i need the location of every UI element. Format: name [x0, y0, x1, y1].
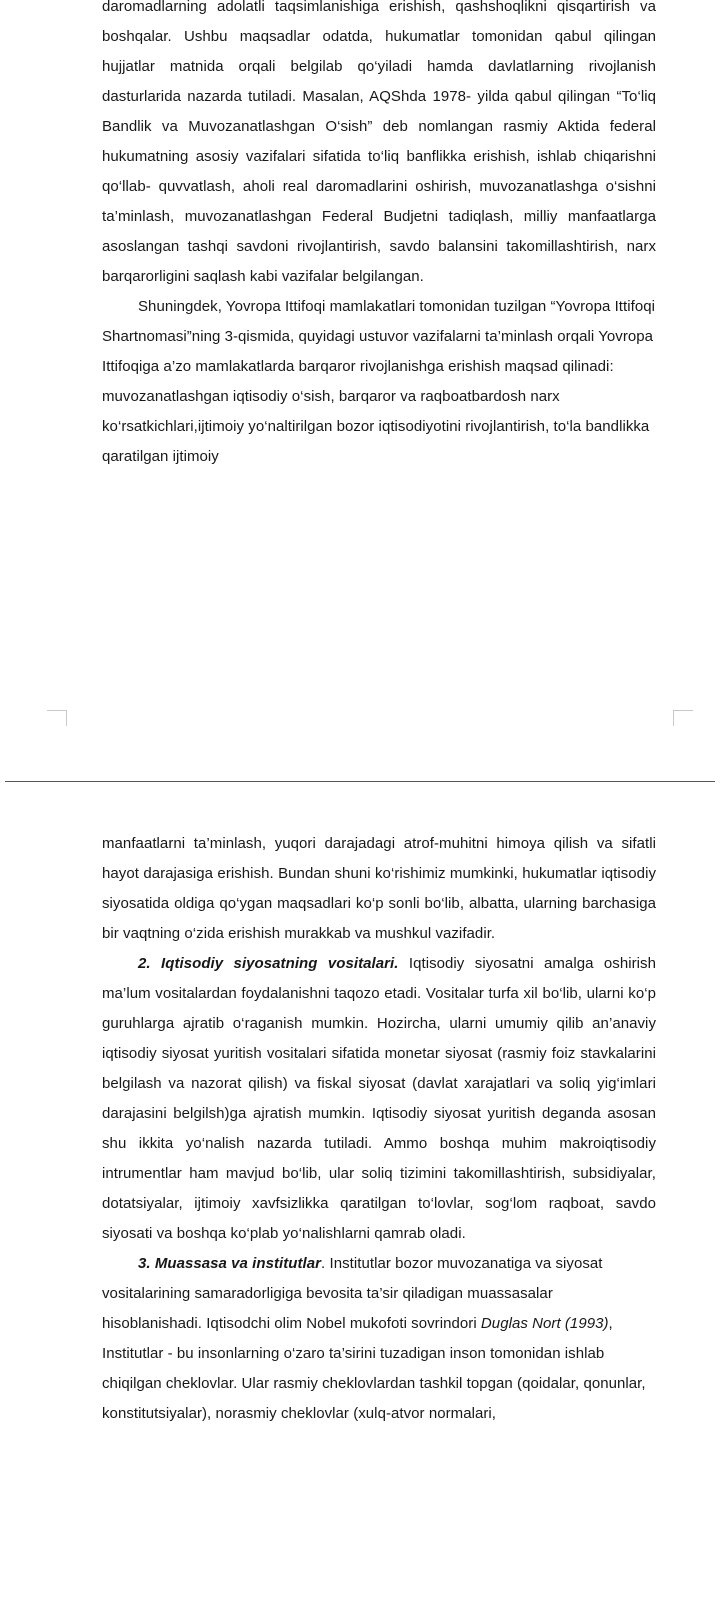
heading-inline-section-3: 3. Muassasa va institutlar — [138, 1255, 322, 1272]
body-text-section-2: Iqtisodiy siyosatni amalga oshirish ma’lum vositalardan foydalanishni taqozo etadi. Vositalar turfa xil bo‘lib, ularni ko‘p guruhlarga ajratib o‘raganish mumkin. Hozircha, ularni umumiy qilib an’anaviy iqtisodiy siyosat yuritish vositalari sifatida monetar siyosat (rasmiy foiz stavkalarini belgilash va nazorat qilish) va fiskal siyosat (davlat xarajatlari va soliq yig‘imlari darajasini belgilsh)ga ajratish mumkin. Iqtisodiy siyosat yuritish deganda asosan shu ikkita yo‘nalish nazarda tutiladi. Ammo boshqa muhim makroiqtisodiy intrumentlar ham mavjud bo‘lib, ular soliq tizimini takomillashtirish, subsidiyalar, dotatsiyalar, ijtimoiy xavfsizlikka qaratilgan to‘lovlar, sog‘lom raqboat, savdo siyosati va boshqa ko‘plab yo‘nalishlarni qamrab oladi. — [102, 955, 656, 1242]
body-text-section-3-part-b: , Institutlar - bu insonlarning o‘zaro ta’sirini tuzadigan inson tomonidan ishlab chiqilgan cheklovlar. Ular rasmiy cheklovlardan tashkil topgan (qoidalar, qonunlar, konstitutsiyalar), norasmiy cheklovlar (xulq-atvor normalari, — [102, 1315, 646, 1422]
crop-mark-top-left-icon — [47, 710, 67, 726]
page-2-text-column — [102, 829, 656, 1429]
document-page-2 — [0, 782, 720, 1600]
page-1-text-column — [102, 0, 656, 472]
heading-inline-section-2: 2. Iqtisodiy siyosatning vositalari. — [138, 955, 399, 972]
crop-mark-top-right-icon — [673, 710, 693, 726]
body-text-section-3-part-a: . Institutlar bozor muvozanatiga va siyosat vositalarining samaradorligiga bevosita ta’sir qiladigan muassasalar hisoblanishadi. Iqtisodchi olim Nobel mukofoti sovrindori — [102, 1255, 603, 1332]
citation-duglas-nort: Duglas Nort (1993) — [480, 1315, 609, 1332]
paragraph-institutions — [102, 1249, 656, 1429]
paragraph-european-union-treaty: Shuningdek, Yovropa Ittifoqi mamlakatlari tomonidan tuzilgan “Yovropa Ittifoqi Shartnomasi”ning 3-qismida, quyidagi ustuvor vazifalarni ta’minlash orqali Yovropa Ittifoqiga a’zo mamlakatlarda barqaror rivojlanishga erishish maqsad qilinadi: muvozanatlashgan iqtisodiy o‘sish, barqaror va raqboatbardosh narx ko‘rsatkichlari,ijtimoiy yo‘naltirilgan bozor iqtisodiyotini rivojlantirish, to‘la bandlikka qaratilgan ijtimoiy — [102, 298, 655, 465]
paragraph-continued-social-interests: manfaatlarni ta’minlash, yuqori darajadagi atrof-muhitni himoya qilish va sifatli hayot darajasiga erishish. Bundan shuni ko‘rishimiz mumkinki, hukumatlar iqtisodiy siyosatida oldiga qo‘ygan maqsadlari ko‘p sonli bo‘lib, albatta, ularning barchasiga bir vaqtning o‘zida erishish murakkab va mushkul vazifadir. — [102, 835, 656, 942]
document-page-1 — [0, 0, 720, 781]
paragraph-economic-policy-instruments — [102, 949, 656, 1249]
paragraph-continued-economy-goals: daromadlarning adolatli taqsimlanishiga erishish, qashshoqlikni qisqartirish va boshqalar. Ushbu maqsadlar odatda, hukumatlar tomonidan qabul qilingan hujjatlar matnida orqali belgilab qo‘yiladi hamda davlatlarning rivojlanish dasturlarida nazarda tutiladi. Masalan, AQShda 1978- yilda qabul qilingan “To‘liq Bandlik va Muvozanatlashgan O‘sish” deb nomlangan rasmiy Aktida federal hukumatning asosiy vazifalari sifatida to‘liq banflikka erishish, ishlab chiqarishni qo‘llab- quvvatlash, aholi real daromadlarini oshirish, muvozanatlashga o‘sishni ta’minlash, muvozanatlashgan Federal Budjetni tadiqlash, milliy manfaatlarga asoslangan tashqi savdoni rivojlantirish, savdo balansini takomillashtirish, narx barqarorligini saqlash kabi vazifalar belgilangan. — [102, 0, 656, 285]
